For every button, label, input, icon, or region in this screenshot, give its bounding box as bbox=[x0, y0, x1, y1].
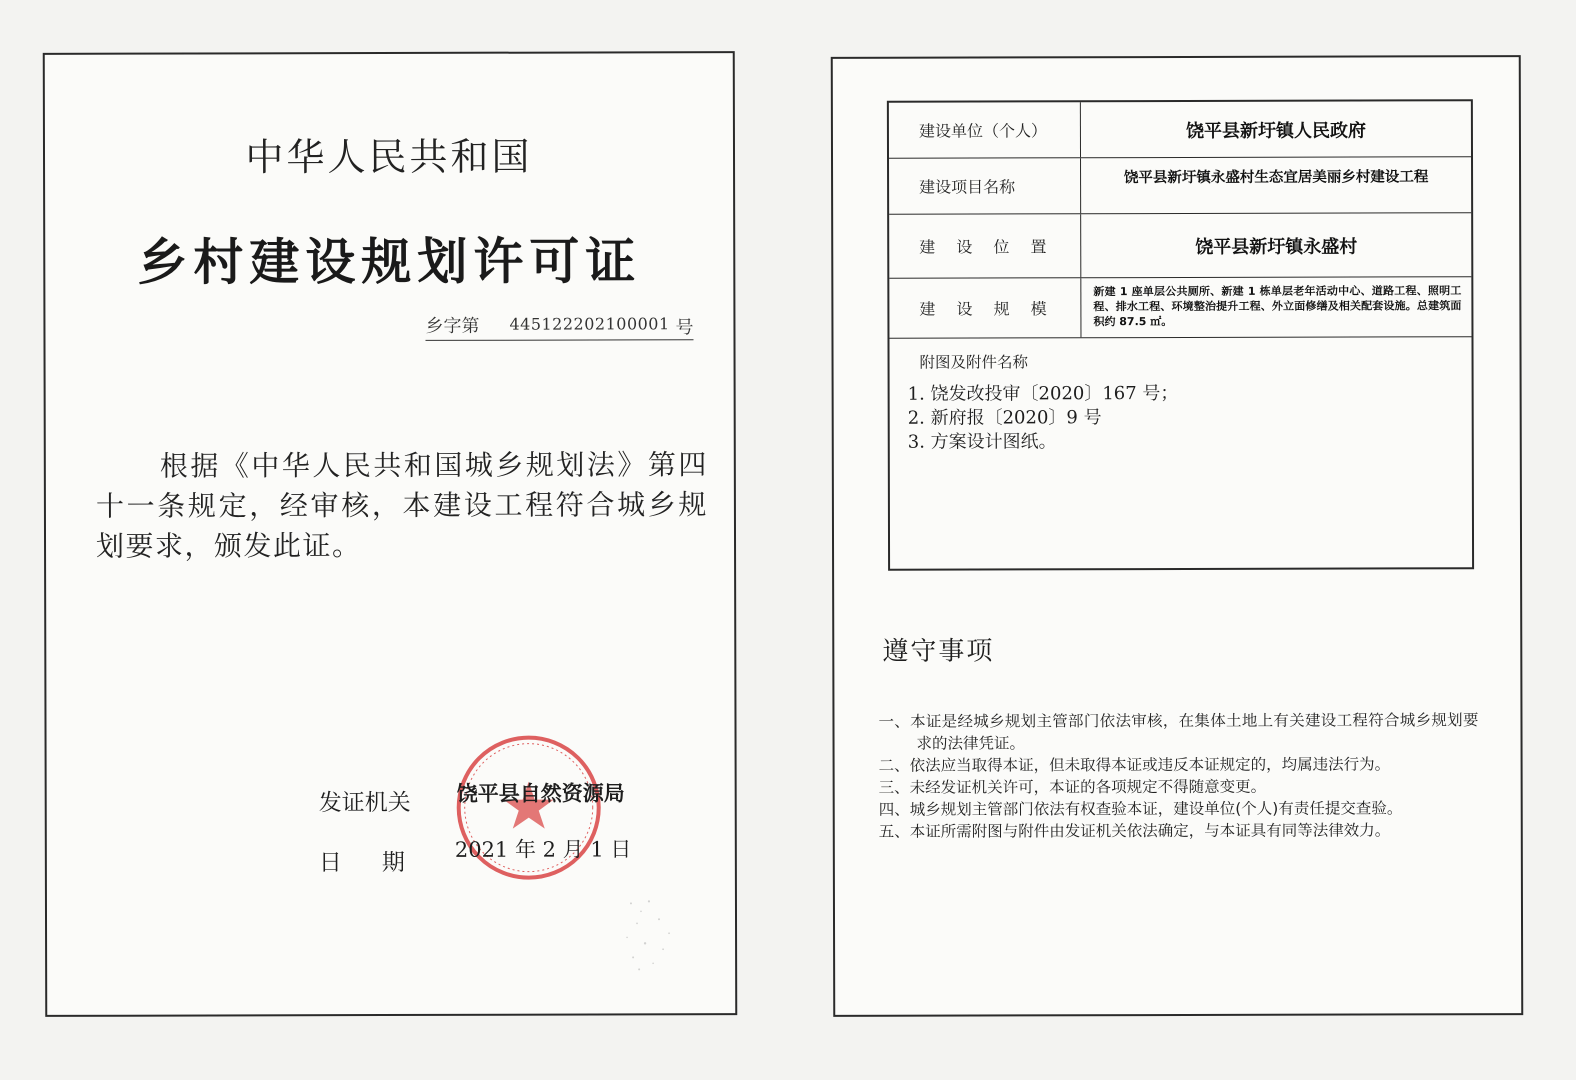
table-value: 饶平县新圩镇永盛村生态宜居美丽乡村建设工程 bbox=[1123, 169, 1429, 187]
list-item: 四、城乡规划主管部门依法有权查验本证，建设单位(个人)有责任提交查验。 bbox=[878, 799, 1403, 819]
table-row bbox=[889, 101, 1471, 159]
list-item: 一、本证是经城乡规划主管部门依法审核，在集体土地上有关建设工程符合城乡规划要求的法律凭证。 bbox=[878, 711, 1479, 753]
attachments-section bbox=[889, 337, 1472, 569]
nation-heading: 中华人民共和国 bbox=[245, 134, 533, 180]
table-label: 建设项目名称 bbox=[889, 158, 1081, 214]
table-label: 建 设 规 模 bbox=[889, 278, 1081, 338]
attachments-label: 附图及附件名称 bbox=[919, 353, 1029, 372]
table-value: 饶平县新圩镇永盛村 bbox=[1195, 236, 1358, 258]
issuer-label: 发证机关 bbox=[318, 789, 411, 817]
list-item: 五、本证所需附图与附件由发证机关依法确定，与本证具有同等法律效力。 bbox=[878, 821, 1391, 841]
issuer-value: 饶平县自然资源局 bbox=[456, 781, 625, 806]
scan-speckle-noise bbox=[619, 893, 679, 973]
table-row bbox=[889, 157, 1471, 215]
certificate-number-suffix: 号 bbox=[675, 317, 694, 339]
certificate-number-prefix: 乡字第 bbox=[425, 315, 480, 337]
rules-title: 遵守事项 bbox=[882, 636, 995, 667]
date-label: 日期 bbox=[318, 849, 445, 877]
certificate-body-text: 根据《中华人民共和国城乡规划法》第四十一条规定，经审核，本建设工程符合城乡规划要求，颁发此证。 bbox=[95, 448, 708, 563]
table-value: 饶平县新圩镇人民政府 bbox=[1185, 120, 1366, 142]
certificate-title: 乡村建设规划许可证 bbox=[137, 232, 642, 292]
certificate-number-line bbox=[425, 311, 693, 341]
table-row bbox=[889, 213, 1471, 279]
table-value: 新建 1 座单层公共厕所、新建 1 栋单层老年活动中心、道路工程、照明工程、排水工程、环境整治提升工程、外立面修缮及相关配套设施。总建筑面积约 87.5 ㎡。 bbox=[1093, 284, 1462, 329]
list-item: 3. 方案设计图纸。 bbox=[907, 431, 1057, 453]
list-item: 二、依法应当取得本证，但未取得本证或违反本证规定的，均属违法行为。 bbox=[878, 755, 1391, 775]
attachments-list bbox=[908, 382, 1179, 455]
certificate-number: 445122202100001 bbox=[509, 314, 670, 334]
table-row bbox=[889, 277, 1471, 339]
list-item: 2. 新府报〔2020〕9 号 bbox=[907, 407, 1102, 429]
project-info-table bbox=[887, 99, 1474, 571]
list-item: 三、未经发证机关许可，本证的各项规定不得随意变更。 bbox=[878, 777, 1267, 797]
rules-list bbox=[878, 709, 1478, 843]
issue-date-value: 2021 年 2 月 1 日 bbox=[454, 837, 632, 862]
certificate-back-page bbox=[831, 55, 1524, 1017]
table-label: 建设单位（个人） bbox=[889, 102, 1081, 158]
table-label: 建 设 位 置 bbox=[889, 214, 1081, 278]
certificate-front-page bbox=[43, 51, 738, 1017]
list-item: 1. 饶发改投审〔2020〕167 号； bbox=[907, 382, 1179, 405]
